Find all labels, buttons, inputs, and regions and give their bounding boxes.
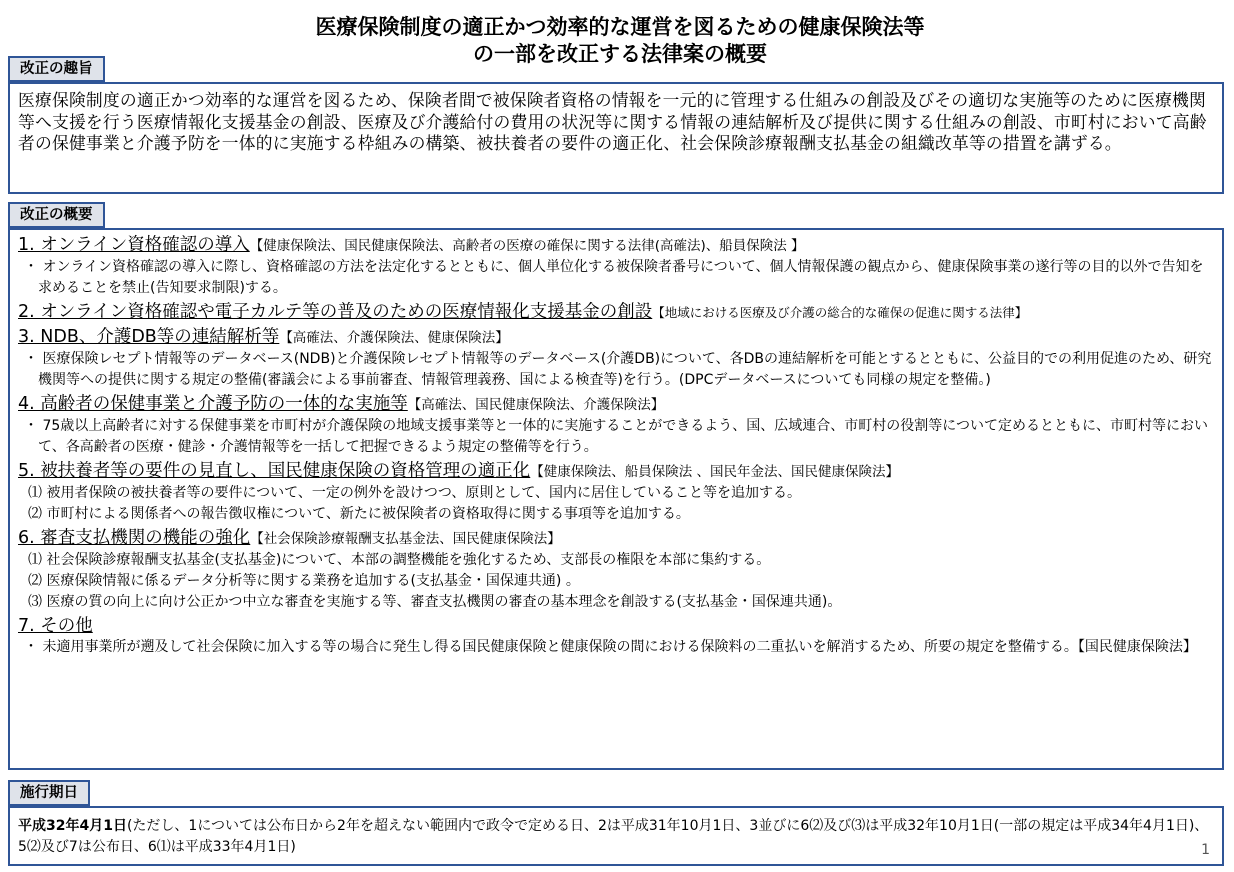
section-laws: 【高確法、介護保険法、健康保険法】 bbox=[279, 330, 509, 346]
section-laws: 【高確法、国民健康保険法、介護保険法】 bbox=[407, 397, 665, 413]
section-item: ・ 75歳以上高齢者に対する保健事業を市町村が介護保険の地域支援事業等と一体的に実施することができるよう、国、広域連合、市町村の役割等について定めるとともに、市町村等において、各高齢者の医療・健診・介護情報等を一括して把握できるよう規定の整備等を行う。 bbox=[24, 418, 1208, 455]
section-heading bbox=[18, 527, 1214, 550]
purpose-text: 医療保険制度の適正かつ効率的な運営を図るため、保険者間で被保険者資格の情報を一元的に管理する仕組みの創設及びその適切な実施等のために医療機関等へ支援を行う医療情報化支援基金の創設、医療及び介護給付の費用の状況等に関する情報の連結解析及び提供に関する仕組みの創設、市町村において高齢者の保健事業と介護予防を一体的に実施する枠組みの構築、被扶養者の要件の適正化、社会保険診療報酬支払基金の組織改革等の措置を講ずる。 bbox=[18, 90, 1207, 153]
summary-section bbox=[18, 460, 1214, 525]
section-laws: 【社会保険診療報酬支払基金法、国民健康保険法】 bbox=[250, 531, 561, 547]
section-title: 4. 高齢者の保健事業と介護予防の一体的な実施等 bbox=[18, 394, 408, 414]
section-laws: 【地域における医療及び介護の総合的な確保の促進に関する法律】 bbox=[652, 305, 1028, 320]
section-title: 3. NDB、介護DB等の連結解析等 bbox=[18, 327, 280, 347]
section-item: ⑶ 医療の質の向上に向け公正かつ中立な審査を実施する等、審査支払機関の審査の基本理念を創設する(支払基金・国保連共通)。 bbox=[28, 594, 842, 610]
effective-date-tag: 施行期日 bbox=[8, 780, 90, 806]
effective-date-bold: 平成32年4月1日 bbox=[18, 818, 127, 834]
section-item: ⑵ 市町村による関係者への報告徴収権について、新たに被保険者の資格取得に関する事項等を追加する。 bbox=[28, 506, 690, 522]
section-item: ・ 未適用事業所が遡及して社会保険に加入する等の場合に発生し得る国民健康保険と健康保険の間における保険料の二重払いを解消するため、所要の規定を整備する。【国民健康保険法】 bbox=[24, 639, 1197, 655]
summary-box bbox=[8, 228, 1224, 770]
section-heading bbox=[18, 326, 1214, 349]
section-title: 2. オンライン資格確認や電子カルテ等の普及のための医療情報化支援基金の創設 bbox=[18, 302, 653, 322]
section-laws: 【健康保険法、船員保険法 、国民年金法、国民健康保険法】 bbox=[530, 464, 900, 480]
title-line-2: の一部を改正する法律案の概要 bbox=[473, 42, 767, 66]
purpose-tag: 改正の趣旨 bbox=[8, 56, 105, 82]
section-heading bbox=[18, 615, 1214, 637]
summary-section bbox=[18, 326, 1214, 391]
page-number: 1 bbox=[1201, 842, 1210, 858]
section-heading bbox=[18, 301, 1214, 324]
section-title: 1. オンライン資格確認の導入 bbox=[18, 235, 250, 255]
section-heading bbox=[18, 460, 1214, 483]
summary-section bbox=[18, 393, 1214, 458]
summary-section bbox=[18, 527, 1214, 613]
section-item: ・ 医療保険レセプト情報等のデータベース(NDB)と介護保険レセプト情報等のデータベース(介護DB)について、各DBの連結解析を可能とするとともに、公益目的での利用促進のため、研究機関等への提供に関する規定の整備(審議会による事前審査、情報管理義務、国による検査等)を行う。(DPCデータベースについても同様の規定を整備。) bbox=[24, 351, 1212, 388]
effective-date-text bbox=[10, 808, 1222, 858]
section-heading bbox=[18, 234, 1214, 257]
summary-section bbox=[18, 234, 1214, 299]
section-heading bbox=[18, 393, 1214, 416]
summary-section bbox=[18, 301, 1214, 324]
section-item: ⑴ 被用者保険の被扶養者等の要件について、一定の例外を設けつつ、原則として、国内に居住していること等を追加する。 bbox=[28, 485, 802, 501]
section-title: 7. その他 bbox=[18, 616, 93, 636]
summary-section bbox=[18, 615, 1214, 658]
effective-date-box bbox=[8, 806, 1224, 866]
section-title: 5. 被扶養者等の要件の見直し、国民健康保険の資格管理の適正化 bbox=[18, 461, 531, 481]
effective-date-rest: (ただし、1については公布日から2年を超えない範囲内で政令で定める日、2は平成31年10月1日、3並びに6⑵及び⑶は平成32年10月1日(一部の規定は平成34年4月1日)、5⑵及び7は公布日、6⑴は平成33年4月1日) bbox=[18, 818, 1209, 855]
title-line-1: 医療保険制度の適正かつ効率的な運営を図るための健康保険法等 bbox=[315, 15, 925, 39]
page-title bbox=[150, 14, 1090, 68]
section-laws: 【健康保険法、国民健康保険法、高齢者の医療の確保に関する法律(高確法)、船員保険法 】 bbox=[249, 238, 805, 254]
purpose-box bbox=[8, 82, 1224, 194]
section-title: 6. 審査支払機関の機能の強化 bbox=[18, 528, 251, 548]
section-item: ⑵ 医療保険情報に係るデータ分析等に関する業務を追加する(支払基金・国保連共通) 。 bbox=[28, 573, 580, 589]
section-item: ・ オンライン資格確認の導入に際し、資格確認の方法を法定化するとともに、個人単位化する被保険者番号について、個人情報保護の観点から、健康保険事業の遂行等の目的以外で告知を求めることを禁止(告知要求制限)する。 bbox=[24, 259, 1204, 296]
section-item: ⑴ 社会保険診療報酬支払基金(支払基金)について、本部の調整機能を強化するため、支部長の権限を本部に集約する。 bbox=[28, 552, 771, 568]
summary-tag: 改正の概要 bbox=[8, 202, 105, 228]
summary-sections bbox=[10, 230, 1222, 658]
